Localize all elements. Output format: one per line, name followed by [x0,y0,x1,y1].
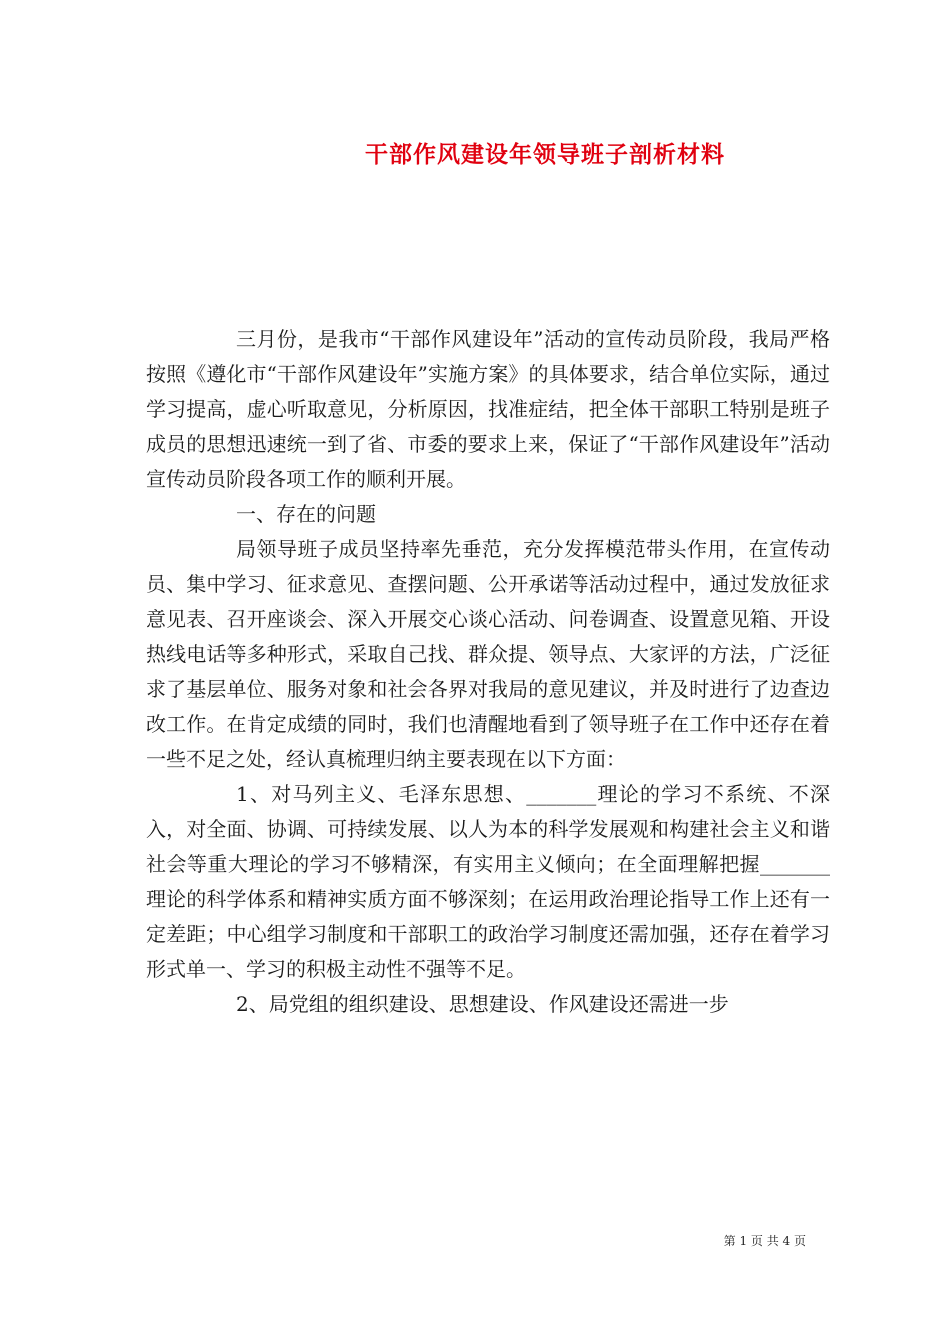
section-heading-problems: 一、存在的问题 [236,502,376,526]
document-title: 干部作风建设年领导班子剖析材料 [365,141,725,168]
page-number-footer: 第 1 页 共 4 页 [723,1234,806,1248]
intro-paragraph: 三月份，是我市“干部作风建设年”活动的宣传动员阶段，我局严格按照《遵化市“干部作风建设年”实施方案》的具体要求，结合单位实际，通过学习提高，虚心听取意见，分析原因，找准症结，把全体干部职工特别是班子成员的思想迅速统一到了省、市委的要求上来，保证了“干部作风建设年”活动宣传动员阶段各项工作的顺利开展。 [146,327,830,491]
problems-overview-paragraph: 局领导班子成员坚持率先垂范，充分发挥模范带头作用，在宣传动员、集中学习、征求意见、查摆问题、公开承诺等活动过程中，通过发放征求意见表、召开座谈会、深入开展交心谈心活动、问卷调查、设置意见箱、开设热线电话等多种形式，采取自己找、群众提、领导点、大家评的方法，广泛征求了基层单位、服务对象和社会各界对我局的意见建议，并及时进行了边查边改工作。在肯定成绩的同时，我们也清醒地看到了领导班子在工作中还存在着一些不足之处，经认真梳理归纳主要表现在以下方面： [146,537,830,771]
document-body [146,322,830,1022]
problem-item-1: 1、对马列主义、毛泽东思想、_______理论的学习不系统、不深入，对全面、协调、可持续发展、以人为本的科学发展观和构建社会主义和谐社会等重大理论的学习不够精深，有实用主义倾向；在全面理解把握_______理论的科学体系和精神实质方面不够深刻；在运用政治理论指导工作上还有一定差距；中心组学习制度和干部职工的政治学习制度还需加强，还存在着学习形式单一、学习的积极主动性不强等不足。 [146,782,830,981]
problem-item-2: 2、局党组的组织建设、思想建设、作风建设还需进一步 [236,992,729,1016]
